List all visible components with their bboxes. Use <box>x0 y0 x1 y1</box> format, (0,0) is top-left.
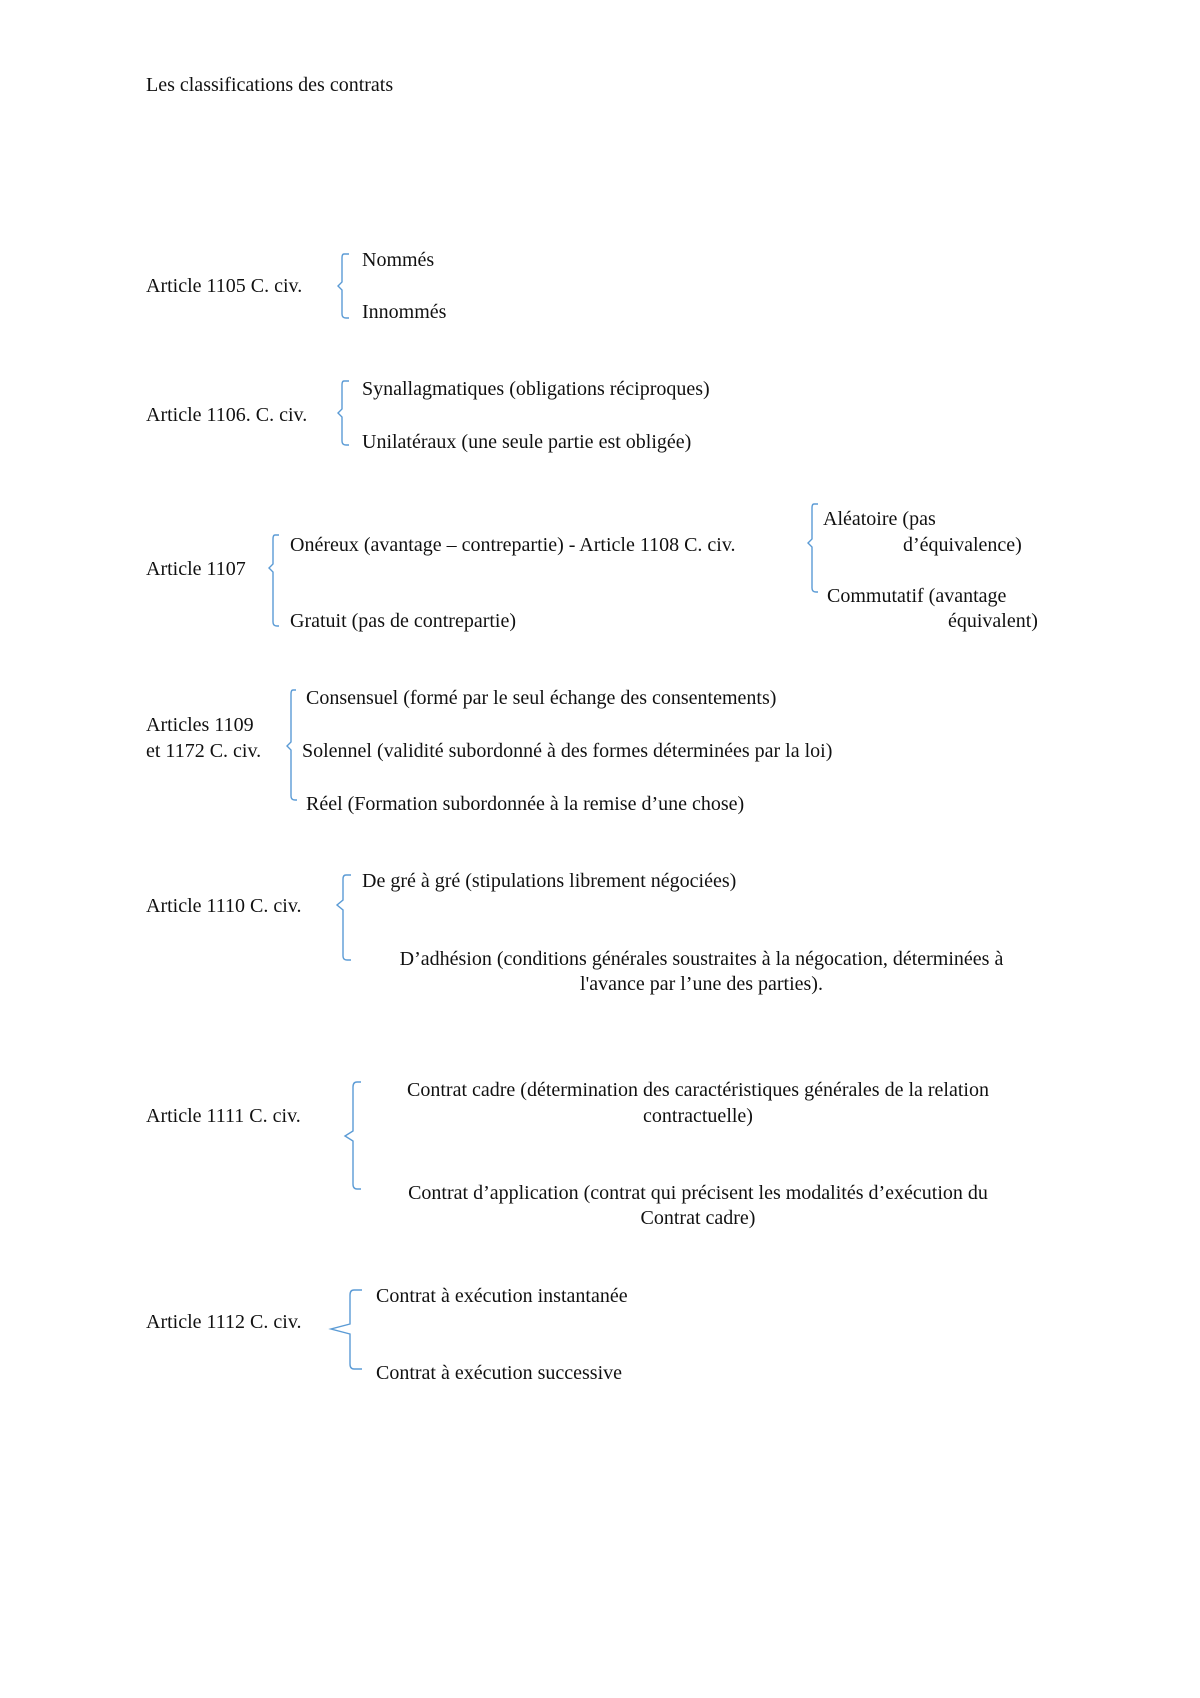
item-innommes: Innommés <box>362 301 447 323</box>
item-gre-a-gre: De gré à gré (stipulations librement négociées) <box>362 870 737 892</box>
item-execution-instantanee: Contrat à exécution instantanée <box>376 1285 628 1307</box>
bracket-1111 <box>345 1082 361 1189</box>
item-commutatif-line2: équivalent) <box>948 610 1038 632</box>
article-1110-label: Article 1110 C. civ. <box>146 895 302 917</box>
bracket-1109 <box>287 690 297 800</box>
article-1107-label: Article 1107 <box>146 558 246 580</box>
item-reel: Réel (Formation subordonnée à la remise d’une chose) <box>306 793 745 815</box>
bracket-1112 <box>331 1290 362 1369</box>
bracket-1108 <box>808 504 818 592</box>
item-consensuel: Consensuel (formé par le seul échange des consentements) <box>306 687 777 709</box>
article-1109-label-line2: et 1172 C. civ. <box>146 740 262 762</box>
bracket-1107 <box>269 535 279 626</box>
item-synallagmatiques: Synallagmatiques (obligations réciproques) <box>362 378 710 400</box>
document-title: Les classifications des contrats <box>146 74 394 96</box>
article-1105-label: Article 1105 C. civ. <box>146 275 303 297</box>
item-aleatoire-line2: d’équivalence) <box>903 534 1022 556</box>
item-contrat-application-line1: Contrat d’application (contrat qui précisent les modalités d’exécution du <box>408 1182 988 1204</box>
item-onereux: Onéreux (avantage – contrepartie) - Article 1108 C. civ. <box>290 534 736 556</box>
article-1109-label-line1: Articles 1109 <box>146 714 254 736</box>
bracket-1105 <box>338 254 349 318</box>
item-contrat-application-line2: Contrat cadre) <box>640 1207 756 1229</box>
article-1106-label: Article 1106. C. civ. <box>146 404 308 426</box>
item-solennel: Solennel (validité subordonné à des formes déterminées par la loi) <box>302 740 833 762</box>
item-unilateraux: Unilatéraux (une seule partie est obligée) <box>362 431 692 453</box>
item-nommes: Nommés <box>362 249 435 271</box>
bracket-1110 <box>337 875 351 960</box>
item-contrat-cadre-line2: contractuelle) <box>643 1105 753 1127</box>
article-1111-label: Article 1111 C. civ. <box>146 1105 301 1127</box>
bracket-1106 <box>338 381 349 445</box>
item-commutatif-line1: Commutatif (avantage <box>827 585 1007 607</box>
item-adhesion-line2: l'avance par l’une des parties). <box>580 973 823 995</box>
item-adhesion-line1: D’adhésion (conditions générales soustraites à la négocation, déterminées à <box>399 948 1004 970</box>
article-1112-label: Article 1112 C. civ. <box>146 1311 302 1333</box>
item-execution-successive: Contrat à exécution successive <box>376 1362 623 1384</box>
item-gratuit: Gratuit (pas de contrepartie) <box>290 610 517 632</box>
item-contrat-cadre-line1: Contrat cadre (détermination des caractéristiques générales de la relation <box>407 1079 989 1101</box>
item-aleatoire-line1: Aléatoire (pas <box>823 508 936 530</box>
